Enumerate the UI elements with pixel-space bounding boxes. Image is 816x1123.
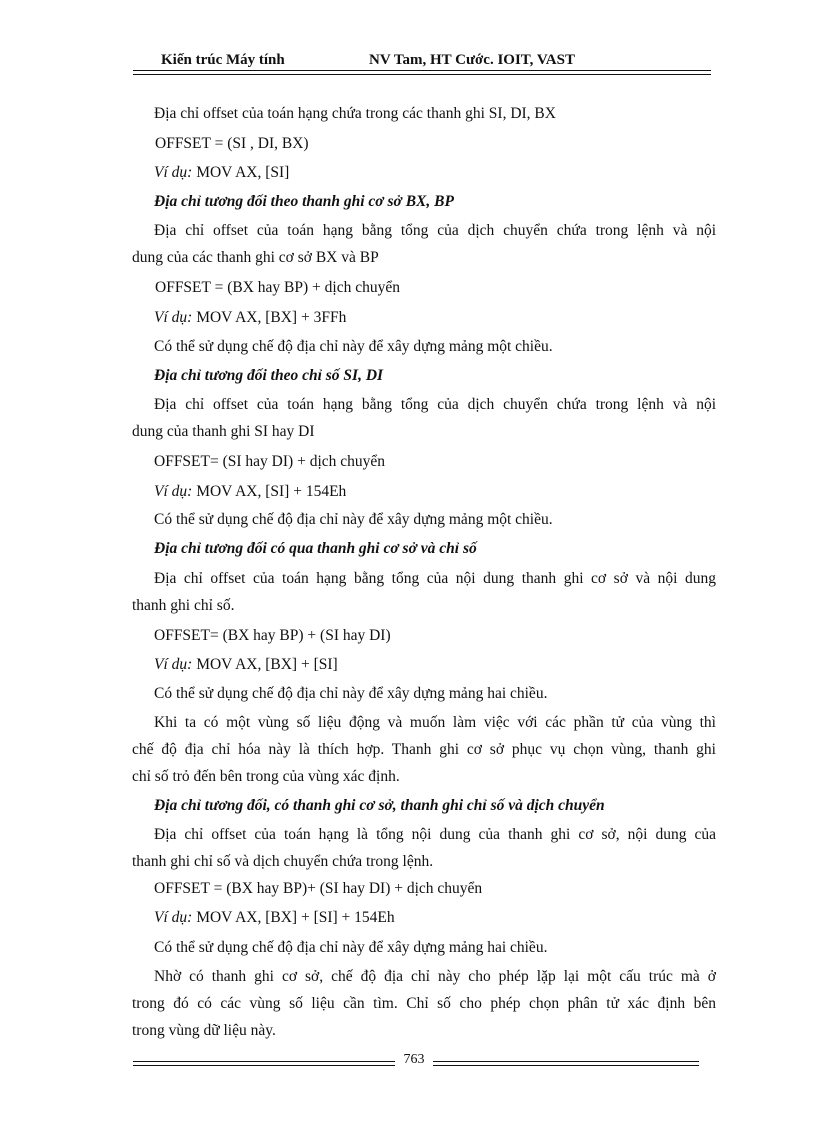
paragraph-line: Nhờ có thanh ghi cơ sở, chế độ địa chỉ này cho phép lặp lại một cấu trúc mà ở — [154, 968, 716, 985]
header-rule — [133, 70, 711, 75]
example-line — [154, 908, 738, 928]
paragraph-line: thanh ghi chỉ số và dịch chuyển chứa trong lệnh. — [132, 853, 434, 870]
example-label: Ví dụ: — [154, 909, 193, 926]
header-authors: NV Tam, HT Cước. IOIT, VAST — [369, 52, 575, 68]
example-code: MOV AX, [BX] + [SI] + 154Eh — [192, 909, 395, 926]
paragraph-line: Có thể sử dụng chế độ địa chỉ này để xây dựng mảng hai chiều. — [154, 939, 548, 956]
paragraph-line: Có thể sử dụng chế độ địa chỉ này để xây dựng mảng một chiều. — [154, 511, 553, 528]
paragraph-line: trong đó có các vùng số liệu cần tìm. Chỉ số cho phép chọn phân tử xác định bên — [132, 995, 716, 1012]
example-code: MOV AX, [SI] — [192, 164, 290, 181]
formula-line: OFFSET = (BX hay BP)+ (SI hay DI) + dịch chuyển — [154, 880, 483, 897]
section-heading: Địa chỉ tương đối theo chỉ số SI, DI — [154, 367, 384, 384]
paragraph-line: Địa chỉ offset của toán hạng bằng tổng của dịch chuyển chứa trong lệnh và nội — [154, 396, 716, 413]
example-line — [154, 655, 738, 675]
example-line — [154, 308, 738, 328]
example-line — [154, 163, 738, 183]
paragraph-line: thanh ghi chỉ số. — [132, 597, 235, 614]
section-heading: Địa chỉ tương đối có qua thanh ghi cơ sở và chỉ số — [154, 540, 477, 557]
paragraph-line: chế độ địa chỉ hóa này là thích hợp. Thanh ghi cơ sở phục vụ chọn vùng, thanh ghi — [132, 741, 716, 758]
header-book-title: Kiến trúc Máy tính — [161, 52, 285, 68]
example-code: MOV AX, [SI] + 154Eh — [192, 483, 347, 500]
example-code: MOV AX, [BX] + 3FFh — [192, 309, 347, 326]
example-line — [154, 482, 738, 502]
page-number: 763 — [403, 1052, 425, 1067]
formula-line: OFFSET= (SI hay DI) + dịch chuyển — [154, 453, 386, 470]
paragraph-line: dung của thanh ghi SI hay DI — [132, 423, 315, 440]
paragraph-line: trong vùng dữ liệu này. — [132, 1022, 276, 1039]
example-label: Ví dụ: — [154, 309, 193, 326]
footer-rule-left — [133, 1061, 395, 1066]
section-heading: Địa chỉ tương đối, có thanh ghi cơ sở, thanh ghi chỉ số và dịch chuyển — [154, 797, 605, 814]
formula-line: OFFSET = (SI , DI, BX) — [155, 135, 309, 152]
formula-line: OFFSET= (BX hay BP) + (SI hay DI) — [154, 627, 391, 644]
paragraph-line: Có thể sử dụng chế độ địa chỉ này để xây dựng mảng hai chiều. — [154, 685, 548, 702]
example-label: Ví dụ: — [154, 164, 193, 181]
footer-rule-right — [433, 1061, 699, 1066]
example-code: MOV AX, [BX] + [SI] — [192, 656, 338, 673]
paragraph-line: Có thể sử dụng chế độ địa chỉ này để xây dựng mảng một chiều. — [154, 338, 553, 355]
paragraph-line: dung của các thanh ghi cơ sở BX và BP — [132, 249, 379, 266]
section-heading: Địa chỉ tương đối theo thanh ghi cơ sở BX, BP — [154, 193, 454, 210]
example-label: Ví dụ: — [154, 483, 193, 500]
paragraph-line: Khi ta có một vùng số liệu động và muốn làm việc với các phần tử của vùng thì — [154, 714, 716, 731]
paragraph-line: Địa chỉ offset của toán hạng là tổng nội dung của thanh ghi cơ sở, nội dung của — [154, 826, 716, 843]
page-footer — [133, 1052, 699, 1072]
paragraph-line: Địa chỉ offset của toán hạng bằng tổng của nội dung thanh ghi cơ sở và nội dung — [154, 570, 716, 587]
paragraph-line: Địa chỉ offset của toán hạng chứa trong các thanh ghi SI, DI, BX — [154, 105, 556, 122]
formula-line: OFFSET = (BX hay BP) + dịch chuyển — [155, 279, 400, 296]
example-label: Ví dụ: — [154, 656, 193, 673]
paragraph-line: Địa chỉ offset của toán hạng bằng tổng của dịch chuyển chứa trong lệnh và nội — [154, 222, 716, 239]
paragraph-line: chỉ số trỏ đến bên trong của vùng xác định. — [132, 768, 400, 785]
